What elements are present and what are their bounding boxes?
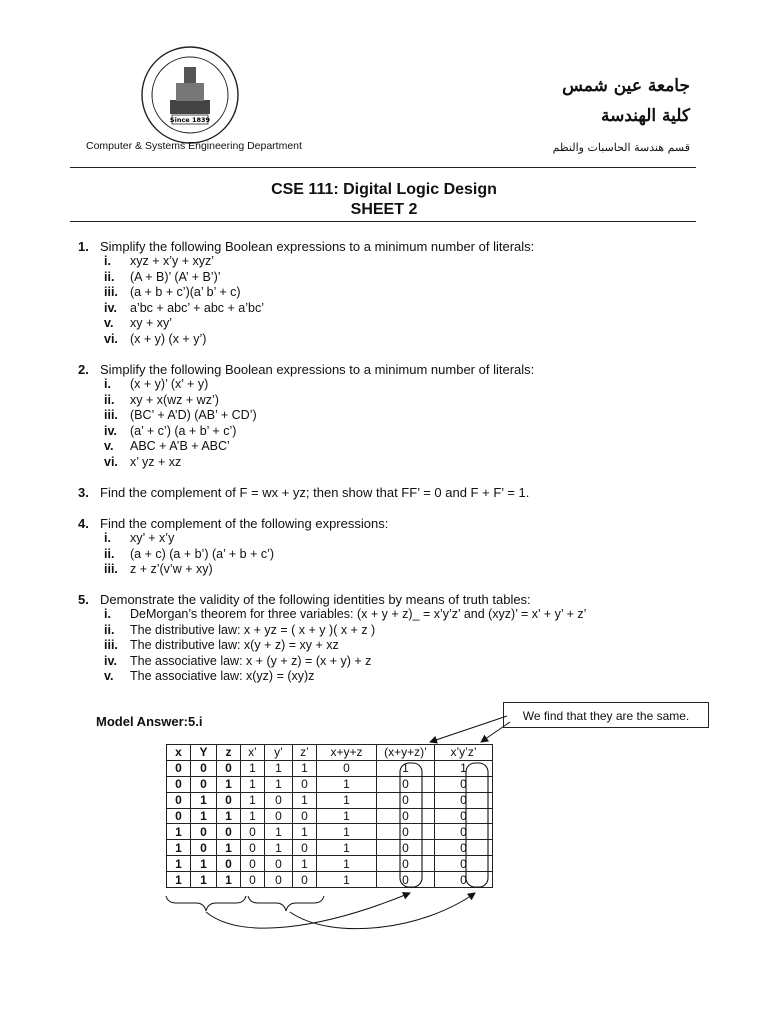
table-cell: 1 [293,792,317,808]
table-cell: 0 [241,840,265,856]
callout-arrow-left [430,716,507,742]
question-text: Find the complement of F = wx + yz; then show that FF’ = 0 and F + F’ = 1. [100,485,530,500]
table-cell: 0 [241,872,265,888]
table-cell: 0 [217,856,241,872]
column-header: x [167,745,191,761]
list-item: vi. x’ yz + xz [104,454,182,469]
question-2-items [104,377,257,471]
table-cell: 1 [317,776,377,792]
table-cell: 1 [317,808,377,824]
table-cell: 1 [241,792,265,808]
table-cell: 0 [241,824,265,840]
column-header: (x+y+z)’ [377,745,435,761]
question-4-items [104,531,274,578]
table-cell: 0 [293,840,317,856]
curved-arrow-to-sum [206,893,410,928]
list-item: i. DeMorgan’s theorem for three variables: (x + y + z)_ = x’y’z’ and (xyz)’ = x’ + y’ + z’ [104,607,587,621]
table-row [167,760,493,776]
question-number: 3. [78,485,89,500]
sheet-course-title: CSE 111: Digital Logic Design [271,181,497,198]
list-item: iii. (BC’ + A’D) (AB’ + CD’) [104,408,257,423]
table-row [167,872,493,888]
list-item: i. xy’ + x’y [104,531,175,545]
table-cell: 0 [167,776,191,792]
list-item: iii. The distributive law: x(y + z) = xy + xz [104,638,339,653]
sheet-number-title: SHEET 2 [350,201,418,218]
table-cell: 1 [217,840,241,856]
brace-inputs [166,896,246,911]
list-item: iv. The associative law: x + (y + z) = (x + y) + z [104,653,372,668]
curved-arrow-to-product [290,893,475,929]
table-cell: 1 [217,776,241,792]
column-header: x+y+z [317,745,377,761]
table-cell: 1 [217,808,241,824]
question-text: Simplify the following Boolean expressions to a minimum number of literals: [100,239,535,254]
list-item: v. xy + xy’ [104,316,173,331]
column-header: z’ [293,745,317,761]
table-cell: 1 [317,856,377,872]
table-row [167,808,493,824]
list-item: ii. (A + B)’ (A’ + B’)’ [104,269,221,284]
table-cell: 0 [167,808,191,824]
table-cell: 0 [191,840,217,856]
department-english: Computer & Systems Engineering Department [86,140,302,152]
table-cell: 1 [265,840,293,856]
list-item: iv. (a’ + c’) (a + b’ + c’) [104,423,237,438]
table-cell: 0 [265,856,293,872]
table-header-row [167,745,493,761]
table-cell: 1 [191,872,217,888]
table-cell: 1 [167,872,191,888]
table-cell: 0 [191,776,217,792]
list-item: v. ABC + A’B + ABC’ [104,439,230,454]
table-cell: 0 [293,872,317,888]
table-row [167,776,493,792]
question-5-items [104,607,586,685]
question-number: 5. [78,592,89,607]
table-cell: 0 [167,760,191,776]
table-cell: 0 [191,760,217,776]
question-text: Simplify the following Boolean expressions to a minimum number of literals: [100,362,535,377]
brace-complements [248,896,324,911]
table-cell: 1 [317,824,377,840]
column-header: x’y’z’ [435,745,493,761]
table-cell: 0 [377,872,435,888]
table-cell: 0 [265,872,293,888]
list-item: ii. xy + x(wz + wz’) [104,392,219,407]
table-cell: 0 [241,856,265,872]
model-answer-label: Model Answer:5.i [96,714,203,729]
table-cell: 0 [377,856,435,872]
list-item: v. The associative law: x(yz) = (xy)z [104,669,315,684]
question-4 [78,516,388,531]
question-5 [78,592,531,607]
table-cell: 1 [167,824,191,840]
table-cell: 1 [167,856,191,872]
question-number: 4. [78,516,89,531]
list-item: iv. a’bc + abc’ + abc + a’bc’ [104,300,264,315]
table-cell: 1 [241,808,265,824]
list-item: i. xyz + x’y + xyz’ [104,254,215,268]
table-row [167,824,493,840]
list-item: iii. (a + b + c’)(a’ b’ + c) [104,285,241,300]
table-cell: 1 [265,824,293,840]
table-cell: 0 [377,776,435,792]
question-number: 1. [78,239,89,254]
university-arabic: جامعة عين شمس [562,76,690,96]
table-cell: 0 [377,792,435,808]
table-cell: 1 [435,760,493,776]
table-cell: 1 [265,760,293,776]
list-item: ii. (a + c) (a + b’) (a’ + b + c’) [104,546,275,561]
faculty-arabic: كلية الهندسة [600,106,690,126]
table-cell: 1 [217,872,241,888]
table-cell: 1 [293,760,317,776]
table-cell: 1 [293,856,317,872]
table-cell: 0 [435,792,493,808]
list-item: vi. (x + y) (x + y’) [104,331,207,346]
table-cell: 1 [377,760,435,776]
table-cell: 1 [317,840,377,856]
table-cell: 0 [435,824,493,840]
table-cell: 1 [265,776,293,792]
column-header: z [217,745,241,761]
table-cell: 0 [167,792,191,808]
header-divider-bottom [70,221,696,222]
table-cell: 0 [435,808,493,824]
table-cell: 0 [435,776,493,792]
department-arabic: قسم هندسة الحاسبات والنظم [552,141,690,154]
table-cell: 0 [217,824,241,840]
table-cell: 0 [435,840,493,856]
list-item: iii. z + z’(v’w + xy) [104,562,213,577]
question-1-items [104,254,264,348]
question-2 [78,362,534,377]
table-cell: 1 [241,760,265,776]
table-cell: 0 [293,776,317,792]
table-cell: 1 [293,824,317,840]
table-cell: 0 [435,872,493,888]
column-header: x’ [241,745,265,761]
header-divider-top [70,167,696,168]
list-item: i. (x + y)’ (x’ + y) [104,377,209,391]
table-row [167,792,493,808]
column-header: Y [191,745,217,761]
table-cell: 0 [217,792,241,808]
table-cell: 1 [167,840,191,856]
question-number: 2. [78,362,89,377]
table-cell: 1 [317,792,377,808]
table-cell: 0 [377,824,435,840]
table-cell: 0 [377,808,435,824]
question-3 [78,485,529,500]
table-row [167,840,493,856]
question-text: Find the complement of the following expressions: [100,516,389,531]
question-1 [78,239,534,254]
column-header: y’ [265,745,293,761]
table-cell: 0 [265,808,293,824]
question-text: Demonstrate the validity of the following identities by means of truth tables: [100,592,531,607]
table-cell: 1 [241,776,265,792]
table-cell: 0 [435,856,493,872]
table-cell: 0 [217,760,241,776]
truth-table [166,744,493,888]
callout-box: We find that they are the same. [503,702,709,728]
table-row [167,856,493,872]
table-cell: 0 [191,824,217,840]
table-cell: 1 [317,872,377,888]
table-cell: 1 [191,856,217,872]
table-cell: 1 [191,792,217,808]
table-cell: 0 [317,760,377,776]
table-cell: 1 [191,808,217,824]
table-cell: 0 [265,792,293,808]
list-item: ii. The distributive law: x + yz = ( x + y )( x + z ) [104,622,376,637]
logo-since-text: Since 1839 [169,116,211,124]
table-cell: 0 [293,808,317,824]
university-seal-logo [140,45,240,145]
table-cell: 0 [377,840,435,856]
